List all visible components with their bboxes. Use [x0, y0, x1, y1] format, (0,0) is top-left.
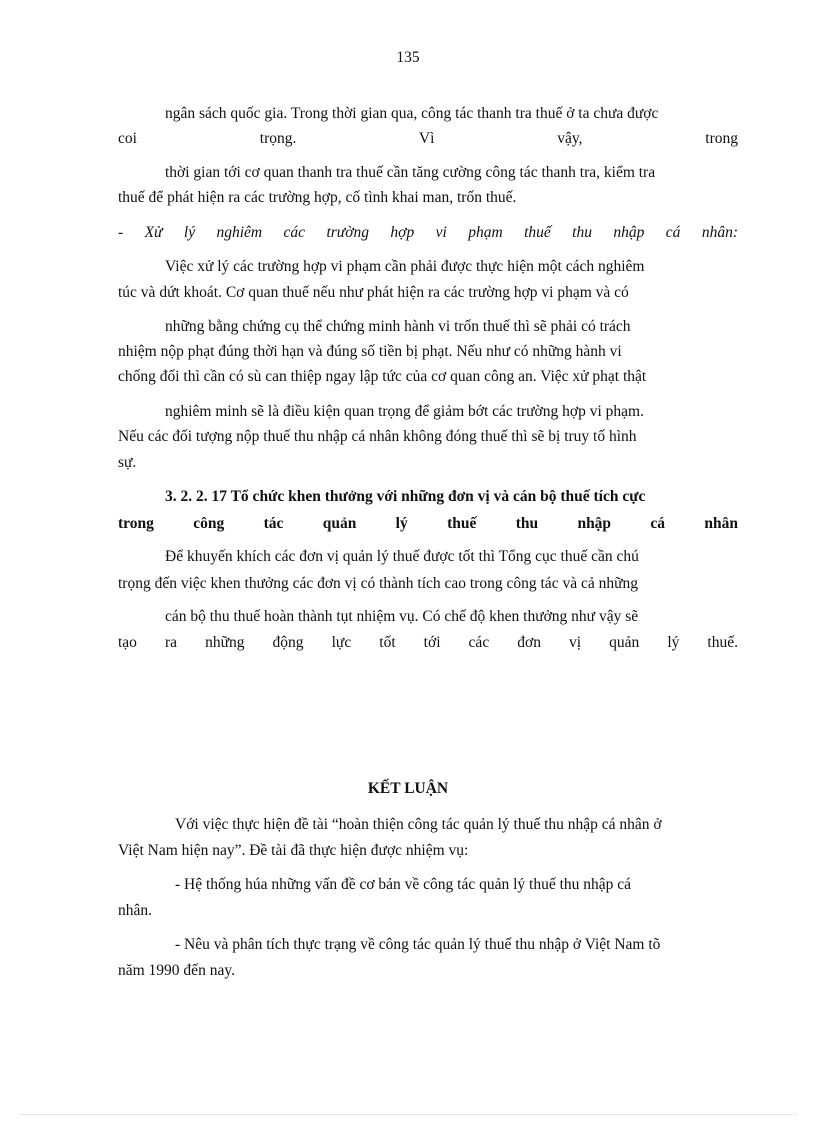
paragraph-line: Nếu các đối tượng nộp thuế thu nhập cá nhân không đóng thuế thì sẽ bị truy tố hình	[118, 428, 637, 445]
paragraph-line: trọng đến việc khen thưởng các đơn vị có thành tích cao trong công tác và cả những	[118, 575, 638, 592]
list-item: - Hệ thống húa những vấn đề cơ bản về công tác quản lý thuế thu nhập cá	[175, 876, 632, 893]
section-heading: trong công tác quản lý thuế thu nhập cá nhân	[118, 515, 738, 532]
page-bottom-rule	[20, 1114, 796, 1115]
section-heading: 3. 2. 2. 17 Tổ chức khen thưởng với những đơn vị và cán bộ thuế tích cực	[165, 488, 646, 505]
paragraph-line: túc và dứt khoát. Cơ quan thuế nếu như phát hiện ra các trường hợp vi phạm và có	[118, 284, 629, 301]
conclusion-title: KẾT LUẬN	[367, 780, 449, 797]
paragraph-line: Việt Nam hiện nay”. Đề tài đã thực hiện được nhiệm vụ:	[118, 842, 469, 859]
paragraph-line: tạo ra những động lực tốt tới các đơn vị quản lý thuế.	[118, 634, 738, 651]
paragraph-line: cán bộ thu thuế hoàn thành tụt nhiệm vụ. Có chế độ khen thưởng như vậy sẽ	[165, 608, 639, 625]
paragraph-line: Việc xử lý các trường hợp vi phạm cần phải được thực hiện một cách nghiêm	[165, 258, 645, 275]
paragraph-line: thời gian tới cơ quan thanh tra thuế cần tăng cường công tác thanh tra, kiểm tra	[165, 164, 656, 181]
paragraph-line: năm 1990 đến nay.	[118, 962, 235, 979]
paragraph-line: sự.	[118, 454, 137, 471]
paragraph-line: ngân sách quốc gia. Trong thời gian qua, công tác thanh tra thuế ở ta chưa được	[165, 105, 659, 122]
list-item: - Nêu và phân tích thực trạng về công tác quản lý thuế thu nhập ở Việt Nam tõ	[175, 936, 661, 953]
paragraph-line: nhân.	[118, 902, 153, 919]
paragraph-line: thuế để phát hiện ra các trường hợp, cố tình khai man, trốn thuế.	[118, 189, 517, 206]
page-number: 135	[396, 49, 420, 66]
paragraph-line: nhiệm nộp phạt đúng thời hạn và đúng số tiền bị phạt. Nếu như có những hành vi	[118, 343, 622, 360]
paragraph-line: Với việc thực hiện đề tài “hoàn thiện công tác quản lý thuế thu nhập cá nhân ở	[175, 816, 662, 833]
paragraph-line: coi trọng. Vì vậy, trong	[118, 130, 738, 147]
paragraph-line: những bằng chứng cụ thể chứng minh hành vi trốn thuế thì sẽ phải có trách	[165, 318, 631, 335]
bullet-heading: - Xử lý nghiêm các trường hợp vi phạm thuế thu nhập cá nhân:	[118, 224, 738, 241]
paragraph-line: Để khuyến khích các đơn vị quản lý thuế được tốt thì Tổng cục thuế cần chú	[165, 548, 639, 565]
paragraph-line: chống đối thì cần có sù can thiệp ngay lập tức của cơ quan công an. Việc xử phạt thật	[118, 368, 647, 385]
paragraph-line: nghiêm minh sẽ là điều kiện quan trọng để giảm bớt các trường hợp vi phạm.	[165, 403, 644, 420]
